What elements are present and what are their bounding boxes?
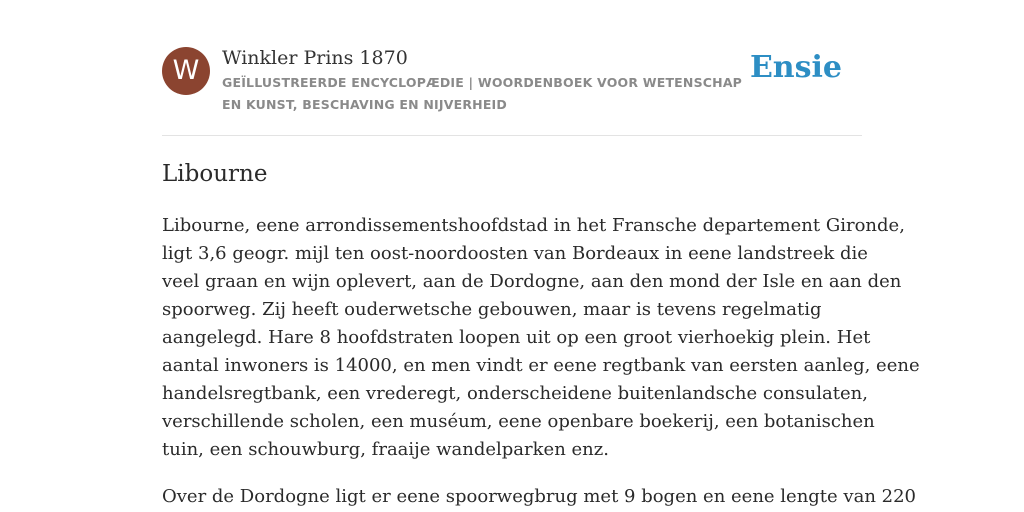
paragraph-line: tuin, een schouwburg, fraaije wandelparken enz. [162,439,609,460]
entry-title: Libourne [162,161,268,187]
paragraph-line: verschillende scholen, een muséum, eene openbare boekerij, een botanischen [162,411,875,432]
source-subtitle: GEÏLLUSTREERDE ENCYCLOPÆDIE | WOORDENBOEK VOOR WETENSCHAP EN KUNST, BESCHAVING EN NIJVERHEID [222,75,743,112]
source-header [162,0,862,136]
entry-paragraph [162,212,920,464]
source-avatar[interactable]: W [162,47,210,95]
paragraph-line: veel graan en wijn oplevert, aan de Dordogne, aan den mond der Isle en aan den [162,271,902,292]
source-title[interactable]: Winkler Prins 1870 [222,47,408,69]
paragraph-line: Over de Dordogne ligt er eene spoorwegbrug met 9 bogen en eene lengte van 220 [162,486,916,507]
paragraph-line: handelsregtbank, een vrederegt, onderscheidene buitenlandsche consulaten, [162,383,868,404]
entry-paragraph [162,483,916,511]
paragraph-line: aantal inwoners is 14000, en men vindt er eene regtbank van eersten aanleg, eene [162,355,920,376]
ensie-logo-link[interactable]: Ensie [749,50,842,85]
paragraph-line: spoorweg. Zij heeft ouderwetsche gebouwen, maar is tevens regelmatig [162,299,822,320]
paragraph-line: Libourne, eene arrondissementshoofdstad in het Fransche departement Gironde, [162,215,905,236]
paragraph-line: ligt 3,6 geogr. mijl ten oost-noordoosten van Bordeaux in eene landstreek die [162,243,868,264]
entry-body [162,212,920,512]
content-column [162,0,920,507]
paragraph-line: aangelegd. Hare 8 hoofdstraten loopen uit op een groot vierhoekig plein. Het [162,327,871,348]
